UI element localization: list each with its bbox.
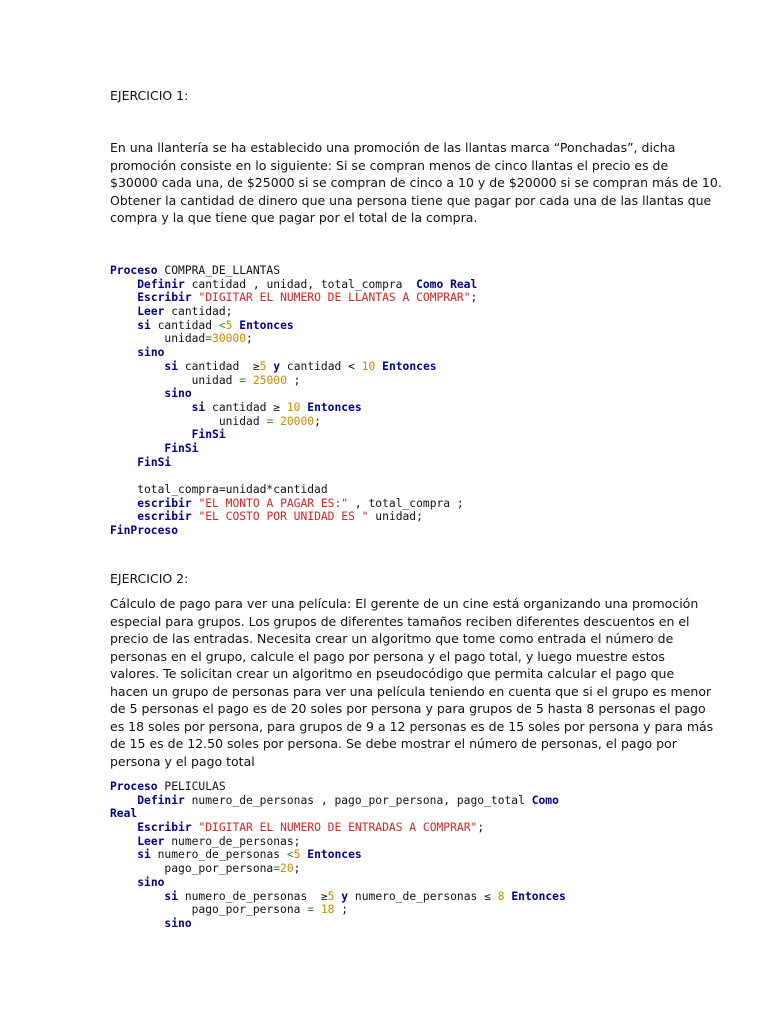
code-token: Proceso (110, 264, 158, 277)
code-token (110, 848, 137, 861)
code-token: ; (470, 291, 478, 305)
paragraph-line: $30000 cada una, de $25000 si se compran de cinco a 10 y de $20000 si se compran más de 10. (110, 175, 722, 190)
code-token (110, 278, 137, 291)
code-token: numero_de_personas ≤ (348, 889, 498, 903)
code-token: sino (137, 875, 165, 889)
paragraph-line: personas en el grupo, calcule el pago por persona y el pago total, y luego muestre estos (110, 648, 665, 664)
code-token: y (273, 359, 281, 373)
code-token: numero_de_personas , pago_por_persona, pago_total (184, 793, 532, 807)
code-token: numero_de_personas (150, 848, 287, 862)
code-token: pago_por_persona (110, 862, 274, 876)
code-token (110, 794, 137, 807)
code-line (110, 510, 670, 524)
code-token (110, 442, 164, 455)
code-token: Leer (137, 305, 165, 319)
code-token: FinSi (164, 441, 199, 455)
code-line (110, 848, 670, 862)
code-token: , total_compra ; (348, 496, 464, 510)
code-token: cantidad < (280, 359, 362, 373)
code-token: ; (246, 332, 253, 346)
code-line (110, 401, 670, 415)
code-token (110, 497, 137, 510)
code-token (246, 374, 253, 387)
exercise-1-statement (110, 139, 722, 227)
exercise-2-code (110, 780, 670, 931)
paragraph-line: especial para grupos. Los grupos de diferentes tamaños reciben diferentes descuentos en el (110, 613, 690, 629)
code-token: Como Real (416, 277, 478, 291)
code-token (110, 346, 137, 359)
paragraph-line: precio de las entradas. Necesita crear un algoritmo que tome como entrada el número de (110, 631, 674, 646)
paragraph-line: compra y la que tiene que pagar por el total de la compra. (110, 210, 478, 225)
code-token: unidad (110, 414, 267, 428)
code-token: 5 (259, 359, 267, 373)
code-token: Entonces (511, 889, 566, 903)
code-line (110, 442, 670, 456)
code-line (110, 332, 670, 346)
code-token (110, 835, 137, 848)
code-token: sino (164, 916, 192, 930)
code-line (110, 862, 670, 876)
code-token: 5 (225, 318, 233, 332)
paragraph-line: valores. Te solicitan crear un algoritmo en pseudocódigo que permita calcular el pago que (110, 666, 675, 681)
code-token: < (218, 318, 226, 332)
code-token: = (239, 373, 247, 387)
code-token: COMPRA_DE_LLANTAS (157, 264, 281, 277)
code-token: "EL MONTO A PAGAR ES:" (198, 496, 349, 510)
code-token: "DIGITAR EL NUMERO DE LLANTAS A COMPRAR" (198, 291, 471, 305)
code-token: Como (531, 793, 559, 807)
code-line (110, 360, 670, 374)
code-token: = (205, 332, 213, 346)
code-line (110, 387, 670, 401)
code-token: ; (334, 903, 349, 917)
code-token: escribir (137, 510, 192, 524)
code-line (110, 794, 670, 808)
code-line (110, 835, 670, 849)
code-token: = (273, 862, 281, 876)
code-token: unidad (110, 332, 206, 346)
paragraph-line: hacen un grupo de personas para ver una película teniendo en cuenta que si el grupo es menor (110, 683, 712, 699)
code-token (110, 387, 164, 400)
code-line (110, 319, 670, 333)
code-token (314, 903, 321, 916)
code-line (110, 807, 670, 821)
code-token: Escribir (137, 821, 192, 835)
code-token: 25000 (252, 373, 287, 387)
code-token: cantidad; (164, 305, 233, 319)
code-line (110, 374, 670, 388)
code-token: 10 (361, 359, 376, 373)
code-token: FinProceso (110, 524, 179, 538)
code-token: si (164, 359, 179, 373)
code-line (110, 428, 670, 442)
code-token: Proceso (110, 780, 158, 793)
code-token: FinSi (191, 428, 226, 442)
code-line (110, 917, 670, 931)
code-token: 5 (327, 889, 335, 903)
code-line (110, 456, 670, 470)
code-token: si (137, 318, 151, 332)
paragraph-line: persona y el pago total (110, 753, 255, 769)
paragraph-line: de 15 es de 12.50 soles por persona. Se debe mostrar el número de personas, el pago por (110, 736, 677, 751)
code-token: si (191, 400, 206, 414)
code-line (110, 780, 670, 794)
paragraph-line: promoción consiste en lo siguiente: Si se compran menos de cinco llantas el precio es de (110, 157, 669, 173)
code-token: cantidad , unidad, total_compra (184, 277, 417, 291)
code-token: Entonces (307, 848, 362, 862)
code-line (110, 264, 670, 278)
paragraph-line: de 5 personas el pago es de 20 soles por persona y para grupos de 5 hasta 8 personas el pago (110, 701, 706, 716)
code-token (110, 360, 164, 373)
code-token: ; (286, 373, 301, 387)
code-token: si (164, 889, 179, 903)
exercise-2-heading: EJERCICIO 2: (110, 571, 189, 586)
code-token (110, 821, 137, 834)
code-token: cantidad (178, 359, 253, 373)
exercise-2-statement (110, 595, 714, 770)
code-line (110, 890, 670, 904)
paragraph-line: Cálculo de pago para ver una película: El gerente de un cine está organizando una promoción (110, 596, 699, 611)
code-token: pago_por_persona (110, 903, 308, 917)
code-token: 20000 (280, 414, 315, 428)
code-token (110, 401, 192, 414)
code-token (110, 917, 164, 930)
code-token: unidad; (368, 510, 423, 524)
code-token: 30000 (212, 332, 247, 346)
code-token (110, 319, 137, 332)
code-token: total_compra=unidad*cantidad (110, 483, 328, 496)
code-line (110, 415, 670, 429)
code-token: ≥ (252, 359, 260, 373)
code-token: Definir (137, 277, 185, 291)
code-token: si (137, 848, 151, 862)
code-token: Entonces (239, 318, 294, 332)
code-token: < (286, 848, 294, 862)
code-token (110, 876, 137, 889)
code-token (110, 510, 137, 523)
code-token: 18 (320, 903, 335, 917)
exercise-1-code (110, 264, 670, 538)
code-line (110, 524, 670, 538)
code-token: ; (314, 414, 321, 428)
code-token: Escribir (137, 291, 192, 305)
code-token: numero_de_personas (178, 889, 321, 903)
code-line (110, 291, 670, 305)
code-line (110, 305, 670, 319)
code-token (110, 428, 192, 441)
code-token: ; (293, 862, 301, 876)
code-token (110, 890, 164, 903)
code-line (110, 497, 670, 511)
code-token: = (266, 414, 274, 428)
code-token: escribir (137, 496, 192, 510)
code-token (110, 305, 137, 318)
code-token: Entonces (307, 400, 362, 414)
code-token (110, 291, 137, 304)
code-token: y (341, 889, 349, 903)
code-token: unidad (110, 373, 240, 387)
code-token: sino (137, 346, 165, 360)
code-token: "EL COSTO POR UNIDAD ES " (198, 510, 369, 524)
code-line (110, 876, 670, 890)
code-token (110, 456, 137, 469)
code-token: ≥ (320, 889, 328, 903)
code-line (110, 346, 670, 360)
code-token: Definir (137, 793, 185, 807)
code-line (110, 821, 670, 835)
code-line (110, 483, 670, 497)
code-token: Real (110, 807, 138, 821)
paragraph-line: Obtener la cantidad de dinero que una persona tiene que pagar por cada una de las llantas que (110, 192, 712, 208)
code-token: = (307, 903, 315, 917)
paragraph-line: En una llantería se ha establecido una promoción de las llantas marca “Ponchadas”, dicha (110, 140, 676, 155)
code-token: 5 (293, 848, 301, 862)
code-token: numero_de_personas; (164, 834, 301, 848)
paragraph-line: es 18 soles por persona, para grupos de 9 a 12 personas es de 15 soles por persona y para más (110, 718, 714, 734)
exercise-1-heading: EJERCICIO 1: (110, 88, 189, 103)
code-token: ; (477, 821, 485, 835)
code-token: Leer (137, 834, 165, 848)
code-token: "DIGITAR EL NUMERO DE ENTRADAS A COMPRAR" (198, 821, 478, 835)
code-token: Entonces (382, 359, 437, 373)
code-line (110, 903, 670, 917)
code-token: cantidad ≥ (205, 400, 287, 414)
code-token: FinSi (137, 455, 172, 469)
code-line (110, 278, 670, 292)
code-token: PELICULAS (157, 780, 226, 793)
code-token: 10 (286, 400, 301, 414)
code-token: 8 (497, 889, 505, 903)
code-line (110, 469, 670, 483)
code-token: cantidad (150, 318, 219, 332)
code-token: sino (164, 387, 192, 401)
code-token: 20 (280, 862, 294, 876)
